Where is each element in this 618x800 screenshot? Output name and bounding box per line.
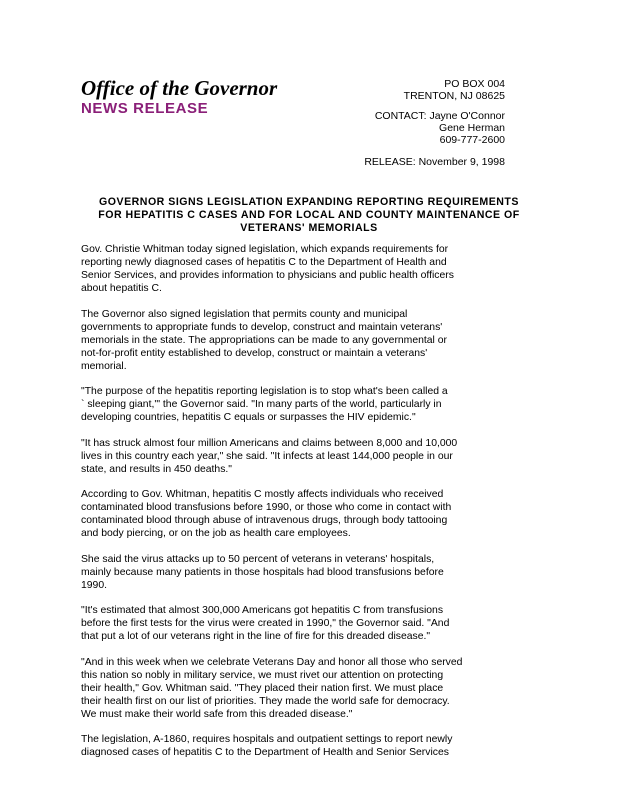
body-text xyxy=(81,243,541,772)
paragraph-line: memorial. xyxy=(81,360,127,372)
body-paragraph xyxy=(81,308,541,373)
paragraph-line: that put a lot of our veterans right in the line of fire for this dreaded disease." xyxy=(81,631,431,642)
paragraph-line: about hepatitis C. xyxy=(81,283,162,294)
contact-line: CONTACT: Jayne O'Connor xyxy=(374,110,505,122)
paragraph-line: mainly because many patients in those hospitals had blood transfusions before xyxy=(81,566,444,578)
body-paragraph xyxy=(81,733,541,759)
news-release-label: NEWS RELEASE xyxy=(81,100,209,117)
contact-line: Gene Herman xyxy=(439,122,505,134)
body-paragraph xyxy=(81,488,541,540)
paragraph-line: contaminated blood through abuse of intravenous drugs, through body tattooing xyxy=(81,515,448,526)
headline-line: VETERANS' MEMORIALS xyxy=(240,222,378,234)
paragraph-line: not-for-profit entity established to develop, construct or maintain a veterans' xyxy=(81,347,428,359)
mailing-address xyxy=(404,78,505,102)
paragraph-line: The legislation, A-1860, requires hospitals and outpatient settings to report newly xyxy=(81,734,453,745)
body-paragraph xyxy=(81,385,541,424)
office-title: Office of the Governor xyxy=(81,76,278,100)
paragraph-line: 1990. xyxy=(81,579,108,591)
body-paragraph xyxy=(81,656,541,721)
paragraph-line: "It's estimated that almost 300,000 Americans got hepatitis C from transfusions xyxy=(81,605,444,616)
paragraph-line: this nation so nobly in military service, we must rivet our attention on protecting xyxy=(81,669,444,681)
paragraph-line: state, and results in 450 deaths." xyxy=(81,463,232,475)
contact-phone: 609-777-2600 xyxy=(439,134,505,146)
paragraph-line: The Governor also signed legislation that permits county and municipal xyxy=(81,308,408,320)
paragraph-line: Gov. Christie Whitman today signed legislation, which expands requirements for xyxy=(81,244,449,255)
paragraph-line: ` sleeping giant,'" the Governor said. "In many parts of the world, particularly in xyxy=(81,399,442,410)
body-paragraph xyxy=(81,437,541,476)
paragraph-line: and body piercing, or on the job as health care employees. xyxy=(81,528,351,539)
contact-block xyxy=(375,110,505,146)
headline-line: GOVERNOR SIGNS LEGISLATION EXPANDING REPORTING REQUIREMENTS xyxy=(99,196,519,208)
paragraph-line: governments to appropriate funds to develop, construct and maintain veterans' xyxy=(81,321,443,333)
headline-line: FOR HEPATITIS C CASES AND FOR LOCAL AND COUNTY MAINTENANCE OF xyxy=(98,209,520,221)
paragraph-line: "It has struck almost four million Americans and claims between 8,000 and 10,000 xyxy=(81,437,458,449)
paragraph-line: "And in this week when we celebrate Veterans Day and honor all those who served xyxy=(81,656,463,668)
paragraph-line: their health first on our list of priorities. They made the world safe for democracy. xyxy=(81,695,450,707)
paragraph-line: diagnosed cases of hepatitis C to the Department of Health and Senior Services xyxy=(81,747,449,758)
headline xyxy=(79,196,539,235)
paragraph-line: developing countries, hepatitis C equals or surpasses the HIV epidemic." xyxy=(81,412,416,423)
paragraph-line: before the first tests for the virus were created in 1990," the Governor said. "And xyxy=(81,618,450,629)
body-paragraph xyxy=(81,604,541,643)
paragraph-line: lives in this country each year," she said. "It infects at least 144,000 people in our xyxy=(81,450,453,462)
paragraph-line: We must make their world safe from this dreaded disease." xyxy=(81,708,353,720)
paragraph-line: their health," Gov. Whitman said. "They placed their nation first. We must place xyxy=(81,682,444,694)
body-paragraph xyxy=(81,553,541,592)
address-line: TRENTON, NJ 08625 xyxy=(403,90,505,102)
address-line: PO BOX 004 xyxy=(444,78,505,90)
paragraph-line: memorials in the state. The appropriations can be made to any governmental or xyxy=(81,334,447,346)
release-date: RELEASE: November 9, 1998 xyxy=(364,156,505,168)
paragraph-line: She said the virus attacks up to 50 percent of veterans in veterans' hospitals, xyxy=(81,553,435,565)
paragraph-line: contaminated blood transfusions before 1990, or those who come in contact with xyxy=(81,502,452,513)
paragraph-line: According to Gov. Whitman, hepatitis C mostly affects individuals who received xyxy=(81,489,444,500)
paragraph-line: reporting newly diagnosed cases of hepatitis C to the Department of Health and xyxy=(81,257,447,268)
body-paragraph xyxy=(81,243,541,295)
paragraph-line: Senior Services, and provides information to physicians and public health officers xyxy=(81,270,454,281)
paragraph-line: "The purpose of the hepatitis reporting legislation is to stop what's been called a xyxy=(81,386,448,397)
